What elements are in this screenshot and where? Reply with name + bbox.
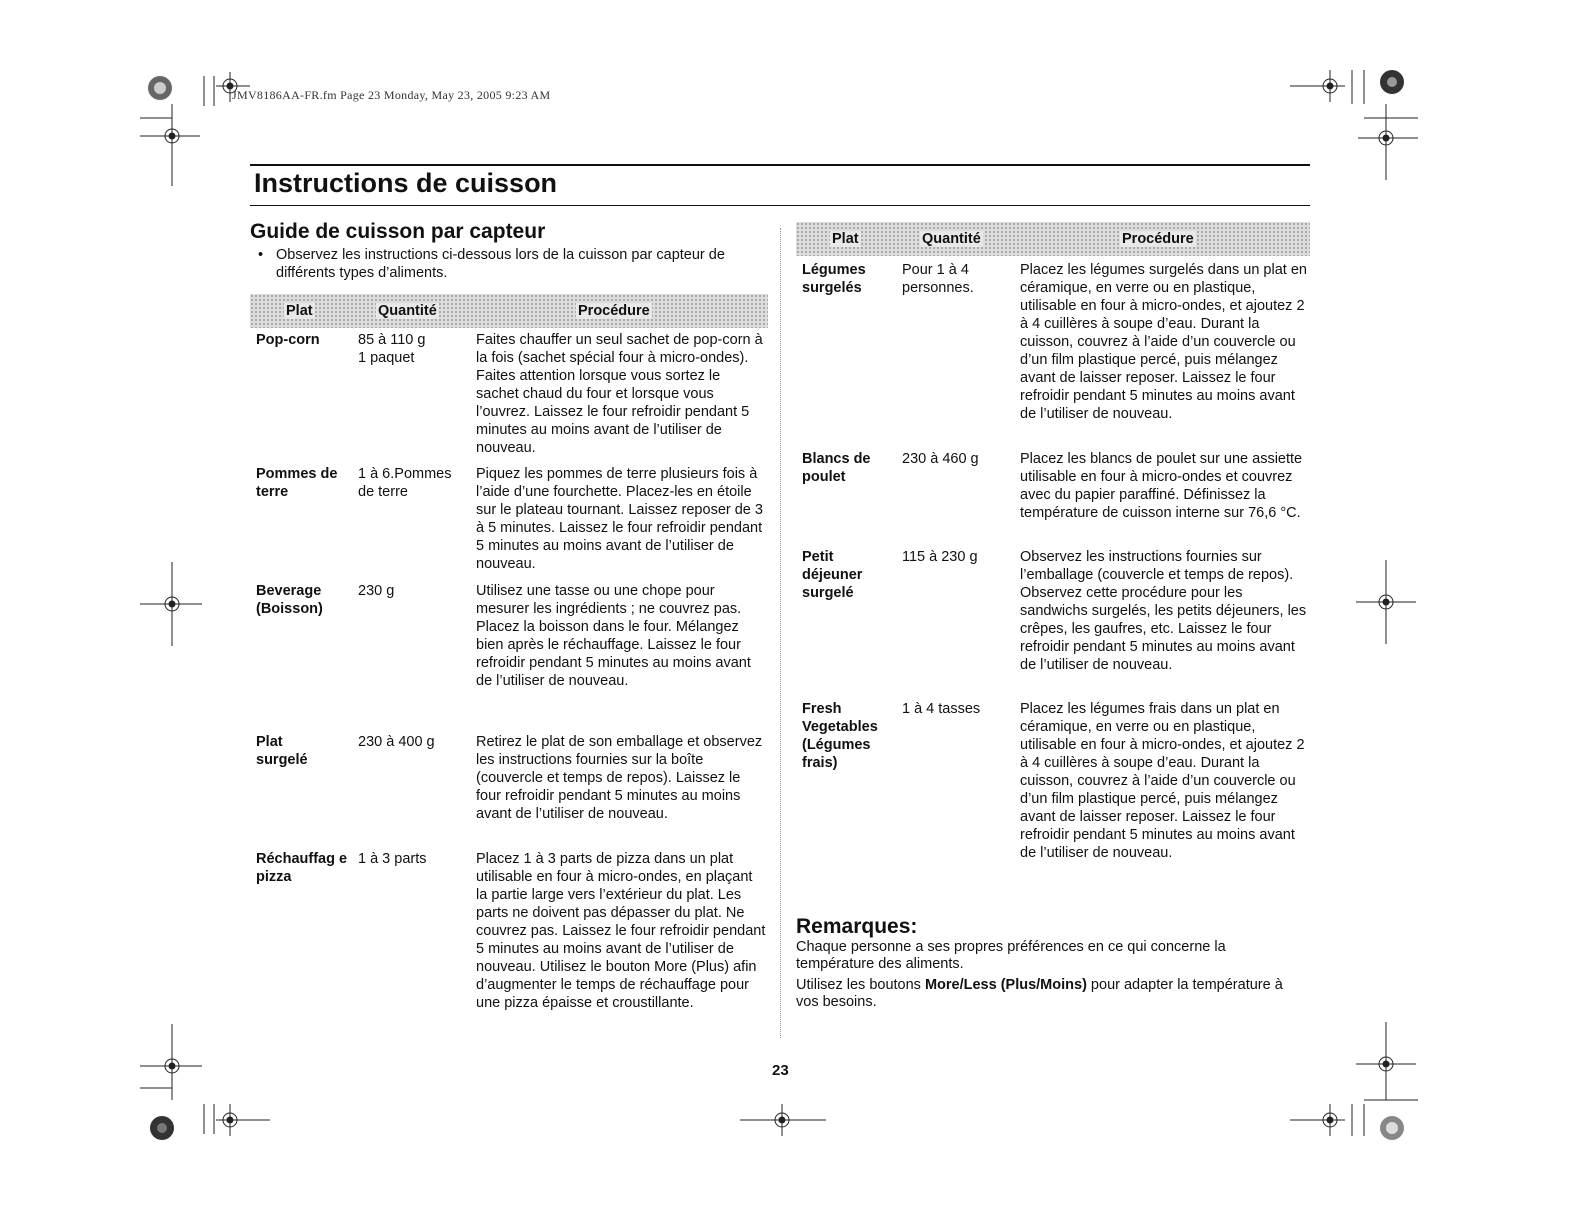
crop-mark-icon [1356, 560, 1416, 644]
row-quantite: 230 à 460 g [902, 451, 979, 467]
remarques-title: Remarques: [796, 915, 918, 938]
section-title: Guide de cuisson par capteur [250, 220, 546, 243]
row-plat: Petit déjeuner surgelé [802, 549, 863, 601]
row-quantite: 1 à 6.Pommes de terre [358, 466, 452, 500]
row-plat: Pop-corn [256, 332, 320, 348]
remarques-p2-bold: More/Less (Plus/Moins) [924, 977, 1087, 993]
row-quantite: 230 à 400 g [358, 734, 435, 750]
row-plat: Fresh Vegetables (Légumes frais) [802, 701, 878, 771]
bullet: • [258, 247, 264, 263]
row-procedure: Observez les instructions fournies sur l’emballage (couvercle et temps de repos). Observez cette procédure pour les sandwichs surgelés, les petits déjeuners, les crêpes, les gaufres, etc. Laissez le four refroidir pendant 5 minutes au moins avant de l’utiliser de nouveau. [1020, 549, 1307, 673]
row-quantite: 85 à 110 g 1 paquet [358, 332, 426, 366]
remarques-paragraph-1: Chaque personne a ses propres préférences en ce qui concerne la température des aliments. [796, 939, 1226, 972]
table-header-left [250, 294, 768, 328]
title-rule-bottom [250, 205, 1310, 206]
row-procedure: Retirez le plat de son emballage et observez les instructions fournies sur la boîte (couvercle et temps de repos). Laissez le four refroidir pendant 5 minutes au moins avant de l’utiliser de nouveau. [476, 734, 763, 822]
file-info-header: JMV8186AA-FR.fm Page 23 Monday, May 23, 2005 9:23 AM [232, 88, 551, 102]
header-quantite: Quantité [378, 303, 437, 319]
row-procedure: Placez les blancs de poulet sur une assiette utilisable en four à micro-ondes et couvrez avec du papier paraffiné. Définissez la température de cuisson interne sur 76,6 °C. [1020, 451, 1303, 521]
row-procedure: Placez les légumes frais dans un plat en céramique, en verre ou en plastique, utilisable en four à micro-ondes, et ajoutez 2 à 4 cuillères à soupe d’eau. Durant la cuisson, couvrez à l’aide d’un couvercle ou d’un film plastique percé, puis mélangez avant de laisser reposer. Laissez le four refroidir pendant 5 minutes au moins avant de l’utiliser de nouveau. [1020, 701, 1305, 861]
crop-mark-icon [140, 562, 202, 646]
row-quantite: 115 à 230 g [902, 549, 978, 565]
section-intro [258, 246, 778, 282]
column-divider [780, 228, 781, 1038]
header-quantite: Quantité [922, 231, 981, 247]
table-header-right [796, 222, 1310, 256]
row-plat: Blancs de poulet [802, 451, 871, 485]
row-plat: Légumes surgelés [802, 262, 866, 296]
intro-text: Observez les instructions ci-dessous lors de la cuisson par capteur de différents types d’aliments. [276, 247, 725, 281]
page-number: 23 [772, 1062, 789, 1079]
remarques-p2-after: pour adapter la température à vos besoins. [796, 977, 1283, 1010]
page-title: Instructions de cuisson [254, 168, 558, 198]
row-quantite: 1 à 3 parts [358, 851, 427, 867]
row-procedure: Placez les légumes surgelés dans un plat en céramique, en verre ou en plastique, utilisable en four à micro-ondes, et ajoutez 2 à 4 cuillères à soupe d’eau. Durant la cuisson, couvrez à l’aide d’un couvercle ou d’un film plastique percé, puis mélangez avant de laisser reposer. Laissez le four refroidir pendant 5 minutes au moins avant de l’utiliser de nouveau. [1020, 262, 1307, 422]
row-plat: Beverage (Boisson) [256, 583, 323, 617]
row-quantite: 230 g [358, 583, 395, 599]
row-plat: Pommes de terre [256, 466, 338, 500]
header-plat: Plat [286, 303, 313, 319]
row-procedure: Utilisez une tasse ou une chope pour mesurer les ingrédients ; ne couvrez pas. Placez la boisson dans le four. Mélangez bien après le réchauffage. Laissez le four refroidir pendant 5 minutes au moins avant de l’utiliser de nouveau. [476, 583, 751, 689]
row-quantite: 1 à 4 tasses [902, 701, 981, 717]
title-rule-top [250, 164, 1310, 166]
header-procedure: Procédure [578, 303, 650, 319]
header-plat: Plat [832, 231, 859, 247]
crop-mark-icon [740, 1104, 826, 1136]
row-procedure: Faites chauffer un seul sachet de pop-corn à la fois (sachet spécial four à micro-ondes). Faites attention lorsque vous sortez le sachet chaud du four et lorsque vous l’ouvrez. Laissez le four refroidir pendant 5 minutes au moins avant de l’utiliser de nouveau. [476, 332, 763, 456]
remarques-p2-before: Utilisez les boutons [796, 977, 925, 993]
remarques-paragraph-2 [796, 977, 1296, 1011]
row-plat: Réchauffag e pizza [256, 851, 348, 885]
header-procedure: Procédure [1122, 231, 1194, 247]
row-quantite: Pour 1 à 4 personnes. [902, 262, 974, 296]
row-procedure: Placez 1 à 3 parts de pizza dans un plat utilisable en four à micro-ondes, en plaçant la partie large vers l’extérieur du plat. Les parts ne doivent pas dépasser du plat. Ne couvrez pas. Laissez le four refroidir pendant 5 minutes au moins avant de l’utiliser de nouveau. Utilisez le bouton More (Plus) afin d’augmenter le temps de réchauffage pour une pizza épaisse et croustillante. [476, 851, 766, 1011]
row-plat: Plat surgelé [256, 734, 308, 768]
row-procedure: Piquez les pommes de terre plusieurs fois à l’aide d’une fourchette. Placez-les en étoile sur le plateau tournant. Laissez reposer de 3 à 5 minutes. Laissez le four refroidir pendant 5 minutes au moins avant de l’utiliser de nouveau. [476, 466, 763, 572]
